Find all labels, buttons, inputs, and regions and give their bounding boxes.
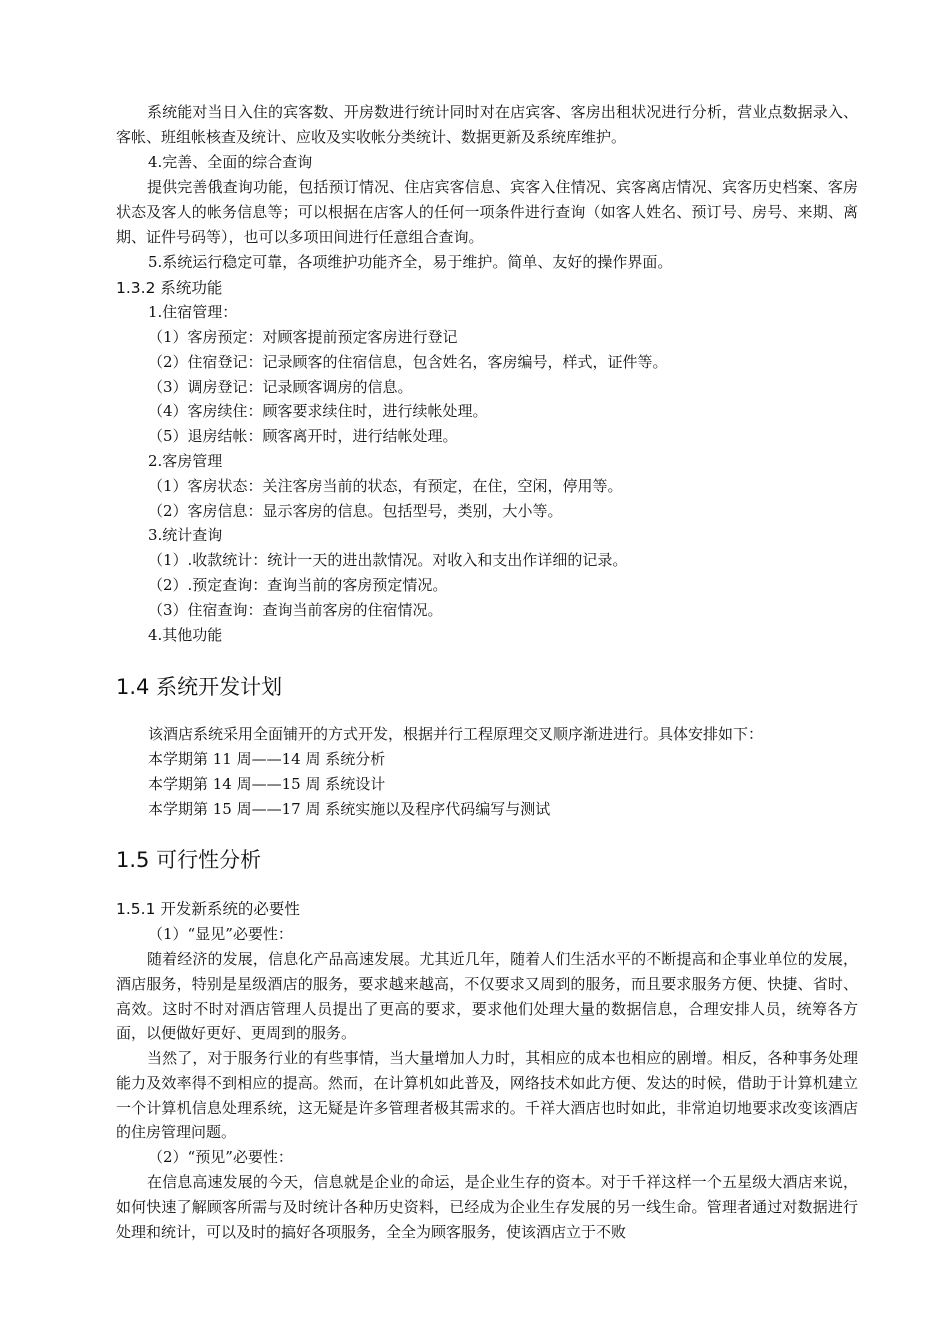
necessity-paragraph-3: 在信息高速发展的今天，信息就是企业的命运，是企业生存的资本。对于千祥这样一个五星级大酒店来说，如何快速了解顾客所需与及时统计各种历史资料，已经成为企业生存发展的另一线生命。管理者通过对数据进行处理和统计，可以及时的搞好各项服务，全全为顾客服务，使该酒店立于不败: [116, 1173, 858, 1241]
function-line: （4）客房续住：顾客要求续住时，进行续帐处理。: [148, 402, 488, 420]
plan-line: 本学期第 15 周——17 周 系统实施以及程序代码编写与测试: [148, 800, 551, 818]
section-heading-1-4: 1.4 系统开发计划: [116, 675, 283, 699]
intro-item-5: 5.系统运行稳定可靠，各项维护功能齐全，易于维护。简单、友好的操作界面。: [148, 253, 673, 271]
function-line: （3）住宿查询：查询当前客房的住宿情况。: [148, 601, 443, 619]
necessity-paragraph-1: 随着经济的发展，信息化产品高速发展。尤其近几年，随着人们生活水平的不断提高和企事业单位的发展，酒店服务，特别是星级酒店的服务，要求越来越高，不仅要求又周到的服务，而且要求服务方便、快捷、省时、高效。这时不时对酒店管理人员提出了更高的要求，要求他们处理大量的数据信息，合理安排人员，统筹各方面，以便做好更好、更周到的服务。: [116, 950, 858, 1043]
plan-line: 该酒店系统采用全面铺开的方式开发，根据并行工程原理交叉顺序渐进进行。具体安排如下：: [148, 725, 764, 743]
necessity-paragraph-2: 当然了，对于服务行业的有些事情，当大量增加人力时，其相应的成本也相应的剧增。相反，各种事务处理能力及效率得不到相应的提高。然而，在计算机如此普及，网络技术如此方便、发达的时候，借助于计算机建立一个计算机信息处理系统，这无疑是许多管理者极其需求的。千祥大酒店也时如此，非常迫切地要求改变该酒店的住房管理问题。: [116, 1049, 858, 1142]
section-heading-1-5-1: 1.5.1 开发新系统的必要性: [116, 900, 300, 918]
function-line: （2）.预定查询：查询当前的客房预定情况。: [148, 576, 448, 594]
intro-item-4-title: 4.完善、全面的综合查询: [148, 153, 313, 171]
function-line: 4.其他功能: [148, 626, 223, 644]
intro-paragraph-2: 提供完善俄查询功能，包括预订情况、住店宾客信息、宾客入住情况、宾客离店情况、宾客历史档案、客房状态及客人的帐务信息等；可以根据在店客人的任何一项条件进行查询（如客人姓名、预订号、房号、来期、离期、证件号码等），也可以多项田间进行任意组合查询。: [116, 178, 858, 246]
function-line: （1）客房预定：对顾客提前预定客房进行登记: [148, 328, 458, 346]
function-line: （5）退房结帐：顾客离开时，进行结帐处理。: [148, 427, 458, 445]
function-line: （2）客房信息：显示客房的信息。包括型号，类别，大小等。: [148, 502, 563, 520]
function-line: 3.统计查询: [148, 526, 223, 544]
necessity-item-1-title: （1）“显见”必要性：: [148, 925, 293, 943]
function-line: （3）调房登记：记录顾客调房的信息。: [148, 378, 413, 396]
intro-paragraph-1: 系统能对当日入住的宾客数、开房数进行统计同时对在店宾客、客房出租状况进行分析，营业点数据录入、客帐、班组帐核查及统计、应收及实收帐分类统计、数据更新及系统库维护。: [116, 103, 858, 146]
function-line: （1）客房状态：关注客房当前的状态，有预定，在住，空闲，停用等。: [148, 477, 623, 495]
function-line: （2）住宿登记：记录顾客的住宿信息，包含姓名，客房编号，样式，证件等。: [148, 353, 668, 371]
section-heading-1-3-2: 1.3.2 系统功能: [116, 279, 223, 297]
necessity-item-2-title: （2）“预见”必要性：: [148, 1148, 293, 1166]
function-line: 1.住宿管理：: [148, 303, 238, 321]
plan-line: 本学期第 14 周——15 周 系统设计: [148, 775, 386, 793]
section-heading-1-5: 1.5 可行性分析: [116, 848, 262, 872]
function-line: 2.客房管理: [148, 452, 223, 470]
plan-line: 本学期第 11 周——14 周 系统分析: [148, 750, 386, 768]
function-line: （1）.收款统计：统计一天的进出款情况。对收入和支出作详细的记录。: [148, 551, 628, 569]
